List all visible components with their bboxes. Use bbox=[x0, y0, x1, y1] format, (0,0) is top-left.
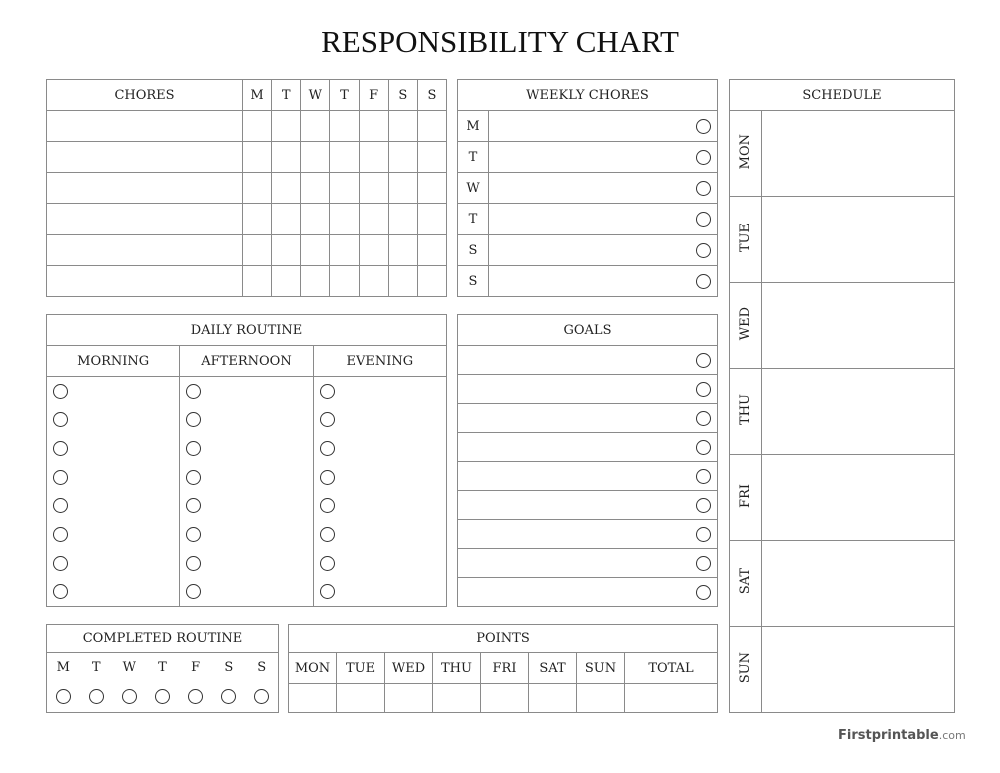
schedule-row bbox=[730, 283, 955, 369]
chore-day-cell[interactable] bbox=[388, 111, 417, 142]
daily-routine-row bbox=[47, 549, 447, 578]
daily-routine-cell[interactable] bbox=[313, 492, 446, 521]
schedule-table bbox=[729, 79, 955, 713]
schedule-day-label bbox=[730, 455, 762, 541]
schedule-entry-cell[interactable] bbox=[762, 541, 955, 627]
chore-day-cell[interactable] bbox=[417, 204, 446, 235]
weekly-chore-cell[interactable] bbox=[489, 111, 718, 142]
chore-name-cell[interactable] bbox=[47, 235, 243, 266]
chore-day-cell[interactable] bbox=[243, 142, 272, 173]
chore-day-cell[interactable] bbox=[243, 266, 272, 297]
completed-day-cell[interactable] bbox=[179, 682, 212, 713]
chores-day-header: W bbox=[301, 80, 330, 111]
chore-day-cell[interactable] bbox=[301, 204, 330, 235]
points-cell[interactable] bbox=[577, 684, 625, 713]
daily-routine-cell[interactable] bbox=[47, 434, 180, 463]
schedule-row bbox=[730, 541, 955, 627]
goal-row bbox=[458, 578, 718, 607]
chores-day-header: F bbox=[359, 80, 388, 111]
weekly-day-label: M bbox=[458, 111, 489, 142]
weekly-chore-cell[interactable] bbox=[489, 142, 718, 173]
daily-column-header: EVENING bbox=[313, 346, 446, 377]
schedule-header: SCHEDULE bbox=[730, 80, 955, 111]
weekly-day-label: T bbox=[458, 204, 489, 235]
chore-day-cell[interactable] bbox=[359, 235, 388, 266]
checkbox-circle-icon[interactable] bbox=[696, 585, 711, 600]
weekly-chore-cell[interactable] bbox=[489, 204, 718, 235]
schedule-day-text: WED bbox=[738, 306, 753, 341]
schedule-day-label bbox=[730, 111, 762, 197]
daily-routine-row bbox=[47, 434, 447, 463]
checkbox-circle-icon[interactable] bbox=[53, 441, 68, 456]
checkbox-circle-icon[interactable] bbox=[186, 556, 201, 571]
chores-day-header: S bbox=[417, 80, 446, 111]
daily-routine-cell[interactable] bbox=[180, 463, 313, 492]
chore-day-cell[interactable] bbox=[301, 111, 330, 142]
schedule-day-text: SAT bbox=[738, 568, 753, 595]
weekly-chore-cell[interactable] bbox=[489, 173, 718, 204]
completed-routine-table bbox=[46, 624, 279, 713]
daily-routine-row bbox=[47, 377, 447, 406]
chore-day-cell[interactable] bbox=[417, 173, 446, 204]
daily-routine-table bbox=[46, 314, 447, 607]
completed-day-label: M bbox=[47, 653, 80, 682]
completed-day-cell[interactable] bbox=[146, 682, 179, 713]
checkbox-circle-icon[interactable] bbox=[188, 689, 203, 704]
goal-row bbox=[458, 462, 718, 491]
checkbox-circle-icon[interactable] bbox=[186, 441, 201, 456]
checkbox-circle-icon[interactable] bbox=[696, 527, 711, 542]
daily-routine-cell[interactable] bbox=[180, 377, 313, 406]
goal-cell[interactable] bbox=[458, 578, 718, 607]
brand-name: Firstprintable bbox=[838, 728, 939, 743]
chore-row bbox=[47, 266, 447, 297]
daily-routine-cell[interactable] bbox=[47, 578, 180, 607]
checkbox-circle-icon[interactable] bbox=[320, 584, 335, 599]
daily-routine-cell[interactable] bbox=[313, 578, 446, 607]
checkbox-circle-icon[interactable] bbox=[696, 212, 711, 227]
checkbox-circle-icon[interactable] bbox=[320, 412, 335, 427]
chores-day-header: T bbox=[272, 80, 301, 111]
goal-row bbox=[458, 549, 718, 578]
weekly-chore-row bbox=[458, 204, 718, 235]
weekly-chore-row bbox=[458, 142, 718, 173]
schedule-entry-cell[interactable] bbox=[762, 369, 955, 455]
chore-day-cell[interactable] bbox=[330, 235, 359, 266]
daily-routine-cell[interactable] bbox=[47, 463, 180, 492]
checkbox-circle-icon[interactable] bbox=[221, 689, 236, 704]
checkbox-circle-icon[interactable] bbox=[254, 689, 269, 704]
chore-day-cell[interactable] bbox=[272, 173, 301, 204]
schedule-day-text: THU bbox=[738, 394, 753, 425]
chore-day-cell[interactable] bbox=[330, 266, 359, 297]
goal-cell[interactable] bbox=[458, 549, 718, 578]
chore-day-cell[interactable] bbox=[359, 173, 388, 204]
daily-routine-cell[interactable] bbox=[180, 520, 313, 549]
weekly-chore-cell[interactable] bbox=[489, 266, 718, 297]
daily-column-header: AFTERNOON bbox=[180, 346, 313, 377]
checkbox-circle-icon[interactable] bbox=[696, 440, 711, 455]
schedule-day-label bbox=[730, 627, 762, 713]
checkbox-circle-icon[interactable] bbox=[320, 556, 335, 571]
daily-routine-cell[interactable] bbox=[180, 578, 313, 607]
schedule-day-text: TUE bbox=[738, 222, 753, 253]
chore-name-cell[interactable] bbox=[47, 173, 243, 204]
daily-routine-cell[interactable] bbox=[180, 492, 313, 521]
daily-routine-row bbox=[47, 578, 447, 607]
goals-header: GOALS bbox=[458, 315, 718, 346]
daily-column-header: MORNING bbox=[47, 346, 180, 377]
chore-name-cell[interactable] bbox=[47, 142, 243, 173]
completed-day-cell[interactable] bbox=[113, 682, 146, 713]
weekly-chores-table bbox=[457, 79, 718, 297]
schedule-row bbox=[730, 627, 955, 713]
goal-cell[interactable] bbox=[458, 520, 718, 549]
checkbox-circle-icon[interactable] bbox=[53, 384, 68, 399]
checkbox-circle-icon[interactable] bbox=[696, 181, 711, 196]
chore-day-cell[interactable] bbox=[359, 266, 388, 297]
chore-day-cell[interactable] bbox=[243, 111, 272, 142]
chore-day-cell[interactable] bbox=[272, 235, 301, 266]
completed-routine-header: COMPLETED ROUTINE bbox=[47, 625, 279, 653]
points-cell[interactable] bbox=[337, 684, 385, 713]
schedule-day-label bbox=[730, 541, 762, 627]
chore-day-cell[interactable] bbox=[301, 266, 330, 297]
chore-day-cell[interactable] bbox=[359, 204, 388, 235]
checkbox-circle-icon[interactable] bbox=[696, 243, 711, 258]
chores-day-header: S bbox=[388, 80, 417, 111]
completed-day-cell[interactable] bbox=[80, 682, 113, 713]
daily-routine-cell[interactable] bbox=[180, 434, 313, 463]
goal-cell[interactable] bbox=[458, 346, 718, 375]
checkbox-circle-icon[interactable] bbox=[186, 527, 201, 542]
goal-row bbox=[458, 491, 718, 520]
daily-routine-cell[interactable] bbox=[47, 492, 180, 521]
weekly-day-label: S bbox=[458, 266, 489, 297]
chore-day-cell[interactable] bbox=[417, 142, 446, 173]
points-column-header: MON bbox=[289, 653, 337, 684]
checkbox-circle-icon[interactable] bbox=[696, 411, 711, 426]
chore-day-cell[interactable] bbox=[243, 204, 272, 235]
chore-row bbox=[47, 142, 447, 173]
chore-day-cell[interactable] bbox=[243, 235, 272, 266]
checkbox-circle-icon[interactable] bbox=[53, 470, 68, 485]
checkbox-circle-icon[interactable] bbox=[696, 498, 711, 513]
weekly-chores-header: WEEKLY CHORES bbox=[458, 80, 718, 111]
checkbox-circle-icon[interactable] bbox=[696, 469, 711, 484]
chore-day-cell[interactable] bbox=[272, 111, 301, 142]
points-column-header: WED bbox=[385, 653, 433, 684]
completed-day-label: F bbox=[179, 653, 212, 682]
checkbox-circle-icon[interactable] bbox=[122, 689, 137, 704]
schedule-day-label bbox=[730, 369, 762, 455]
daily-routine-row bbox=[47, 520, 447, 549]
checkbox-circle-icon[interactable] bbox=[53, 584, 68, 599]
weekly-chore-row bbox=[458, 266, 718, 297]
chores-header: CHORES bbox=[47, 80, 243, 111]
schedule-day-label bbox=[730, 283, 762, 369]
points-cell[interactable] bbox=[433, 684, 481, 713]
chore-day-cell[interactable] bbox=[301, 235, 330, 266]
goal-cell[interactable] bbox=[458, 404, 718, 433]
chore-row bbox=[47, 204, 447, 235]
goal-cell[interactable] bbox=[458, 433, 718, 462]
checkbox-circle-icon[interactable] bbox=[696, 353, 711, 368]
chore-name-cell[interactable] bbox=[47, 204, 243, 235]
daily-routine-cell[interactable] bbox=[313, 549, 446, 578]
goal-row bbox=[458, 433, 718, 462]
goal-row bbox=[458, 346, 718, 375]
checkbox-circle-icon[interactable] bbox=[186, 384, 201, 399]
goal-cell[interactable] bbox=[458, 491, 718, 520]
brand-suffix: .com bbox=[938, 729, 966, 742]
daily-routine-cell[interactable] bbox=[313, 405, 446, 434]
daily-routine-cell[interactable] bbox=[47, 549, 180, 578]
chore-day-cell[interactable] bbox=[417, 235, 446, 266]
daily-routine-cell[interactable] bbox=[313, 463, 446, 492]
checkbox-circle-icon[interactable] bbox=[320, 384, 335, 399]
chore-row bbox=[47, 111, 447, 142]
schedule-row bbox=[730, 197, 955, 283]
chores-table bbox=[46, 79, 447, 297]
weekly-day-label: W bbox=[458, 173, 489, 204]
points-cell[interactable] bbox=[385, 684, 433, 713]
checkbox-circle-icon[interactable] bbox=[696, 382, 711, 397]
chore-day-cell[interactable] bbox=[359, 142, 388, 173]
schedule-row bbox=[730, 111, 955, 197]
daily-routine-cell[interactable] bbox=[313, 377, 446, 406]
points-column-header: SUN bbox=[577, 653, 625, 684]
daily-routine-cell[interactable] bbox=[47, 377, 180, 406]
completed-day-label: T bbox=[146, 653, 179, 682]
completed-day-label: W bbox=[113, 653, 146, 682]
checkbox-circle-icon[interactable] bbox=[696, 556, 711, 571]
points-cell[interactable] bbox=[481, 684, 529, 713]
schedule-day-text: SUN bbox=[738, 651, 753, 684]
points-column-header: FRI bbox=[481, 653, 529, 684]
checkbox-circle-icon[interactable] bbox=[89, 689, 104, 704]
chore-day-cell[interactable] bbox=[272, 142, 301, 173]
checkbox-circle-icon[interactable] bbox=[186, 412, 201, 427]
daily-routine-cell[interactable] bbox=[313, 434, 446, 463]
schedule-row bbox=[730, 455, 955, 541]
chore-day-cell[interactable] bbox=[388, 204, 417, 235]
chore-day-cell[interactable] bbox=[388, 235, 417, 266]
checkbox-circle-icon[interactable] bbox=[53, 527, 68, 542]
checkbox-circle-icon[interactable] bbox=[186, 470, 201, 485]
goals-table bbox=[457, 314, 718, 607]
points-table bbox=[288, 624, 718, 713]
goal-row bbox=[458, 404, 718, 433]
checkbox-circle-icon[interactable] bbox=[56, 689, 71, 704]
goal-row bbox=[458, 375, 718, 404]
weekly-chore-cell[interactable] bbox=[489, 235, 718, 266]
completed-day-label: S bbox=[245, 653, 278, 682]
weekly-chore-row bbox=[458, 173, 718, 204]
chore-day-cell[interactable] bbox=[330, 111, 359, 142]
goal-row bbox=[458, 520, 718, 549]
checkbox-circle-icon[interactable] bbox=[320, 527, 335, 542]
daily-routine-cell[interactable] bbox=[180, 549, 313, 578]
chore-name-cell[interactable] bbox=[47, 111, 243, 142]
checkbox-circle-icon[interactable] bbox=[696, 150, 711, 165]
brand-logo bbox=[838, 728, 966, 743]
chore-name-cell[interactable] bbox=[47, 266, 243, 297]
chore-day-cell[interactable] bbox=[243, 173, 272, 204]
chore-day-cell[interactable] bbox=[417, 111, 446, 142]
checkbox-circle-icon[interactable] bbox=[320, 441, 335, 456]
completed-day-label: T bbox=[80, 653, 113, 682]
chore-row bbox=[47, 173, 447, 204]
points-cell[interactable] bbox=[289, 684, 337, 713]
checkbox-circle-icon[interactable] bbox=[53, 412, 68, 427]
schedule-entry-cell[interactable] bbox=[762, 197, 955, 283]
points-column-header: TUE bbox=[337, 653, 385, 684]
points-column-header: TOTAL bbox=[625, 653, 718, 684]
schedule-day-text: MON bbox=[738, 133, 753, 170]
daily-routine-cell[interactable] bbox=[47, 520, 180, 549]
completed-day-cell[interactable] bbox=[47, 682, 80, 713]
checkbox-circle-icon[interactable] bbox=[320, 498, 335, 513]
daily-routine-cell[interactable] bbox=[313, 520, 446, 549]
checkbox-circle-icon[interactable] bbox=[320, 470, 335, 485]
chores-day-header: M bbox=[243, 80, 272, 111]
points-cell[interactable] bbox=[529, 684, 577, 713]
schedule-day-label bbox=[730, 197, 762, 283]
weekly-day-label: S bbox=[458, 235, 489, 266]
page-title: RESPONSIBILITY CHART bbox=[321, 24, 679, 59]
points-cell[interactable] bbox=[625, 684, 718, 713]
points-header: POINTS bbox=[289, 625, 718, 653]
chore-day-cell[interactable] bbox=[359, 111, 388, 142]
points-column-header: SAT bbox=[529, 653, 577, 684]
goal-cell[interactable] bbox=[458, 375, 718, 404]
chore-day-cell[interactable] bbox=[330, 173, 359, 204]
daily-routine-cell[interactable] bbox=[47, 405, 180, 434]
weekly-chore-row bbox=[458, 111, 718, 142]
chore-day-cell[interactable] bbox=[388, 142, 417, 173]
completed-day-label: S bbox=[212, 653, 245, 682]
points-column-header: THU bbox=[433, 653, 481, 684]
daily-routine-header: DAILY ROUTINE bbox=[47, 315, 447, 346]
schedule-row bbox=[730, 369, 955, 455]
weekly-day-label: T bbox=[458, 142, 489, 173]
chore-day-cell[interactable] bbox=[301, 142, 330, 173]
checkbox-circle-icon[interactable] bbox=[53, 556, 68, 571]
chore-row bbox=[47, 235, 447, 266]
checkbox-circle-icon[interactable] bbox=[696, 119, 711, 134]
checkbox-circle-icon[interactable] bbox=[155, 689, 170, 704]
schedule-entry-cell[interactable] bbox=[762, 283, 955, 369]
goal-cell[interactable] bbox=[458, 462, 718, 491]
chore-day-cell[interactable] bbox=[388, 173, 417, 204]
chore-day-cell[interactable] bbox=[330, 204, 359, 235]
chore-day-cell[interactable] bbox=[272, 204, 301, 235]
daily-routine-row bbox=[47, 405, 447, 434]
chore-day-cell[interactable] bbox=[301, 173, 330, 204]
schedule-day-text: FRI bbox=[738, 483, 753, 508]
chore-day-cell[interactable] bbox=[388, 266, 417, 297]
checkbox-circle-icon[interactable] bbox=[186, 498, 201, 513]
chores-day-header: T bbox=[330, 80, 359, 111]
chore-day-cell[interactable] bbox=[272, 266, 301, 297]
schedule-entry-cell[interactable] bbox=[762, 627, 955, 713]
weekly-chore-row bbox=[458, 235, 718, 266]
daily-routine-cell[interactable] bbox=[180, 405, 313, 434]
chore-day-cell[interactable] bbox=[330, 142, 359, 173]
completed-day-cell[interactable] bbox=[245, 682, 278, 713]
daily-routine-row bbox=[47, 463, 447, 492]
checkbox-circle-icon[interactable] bbox=[696, 274, 711, 289]
chore-day-cell[interactable] bbox=[417, 266, 446, 297]
schedule-entry-cell[interactable] bbox=[762, 111, 955, 197]
checkbox-circle-icon[interactable] bbox=[53, 498, 68, 513]
completed-day-cell[interactable] bbox=[212, 682, 245, 713]
schedule-entry-cell[interactable] bbox=[762, 455, 955, 541]
checkbox-circle-icon[interactable] bbox=[186, 584, 201, 599]
daily-routine-row bbox=[47, 492, 447, 521]
